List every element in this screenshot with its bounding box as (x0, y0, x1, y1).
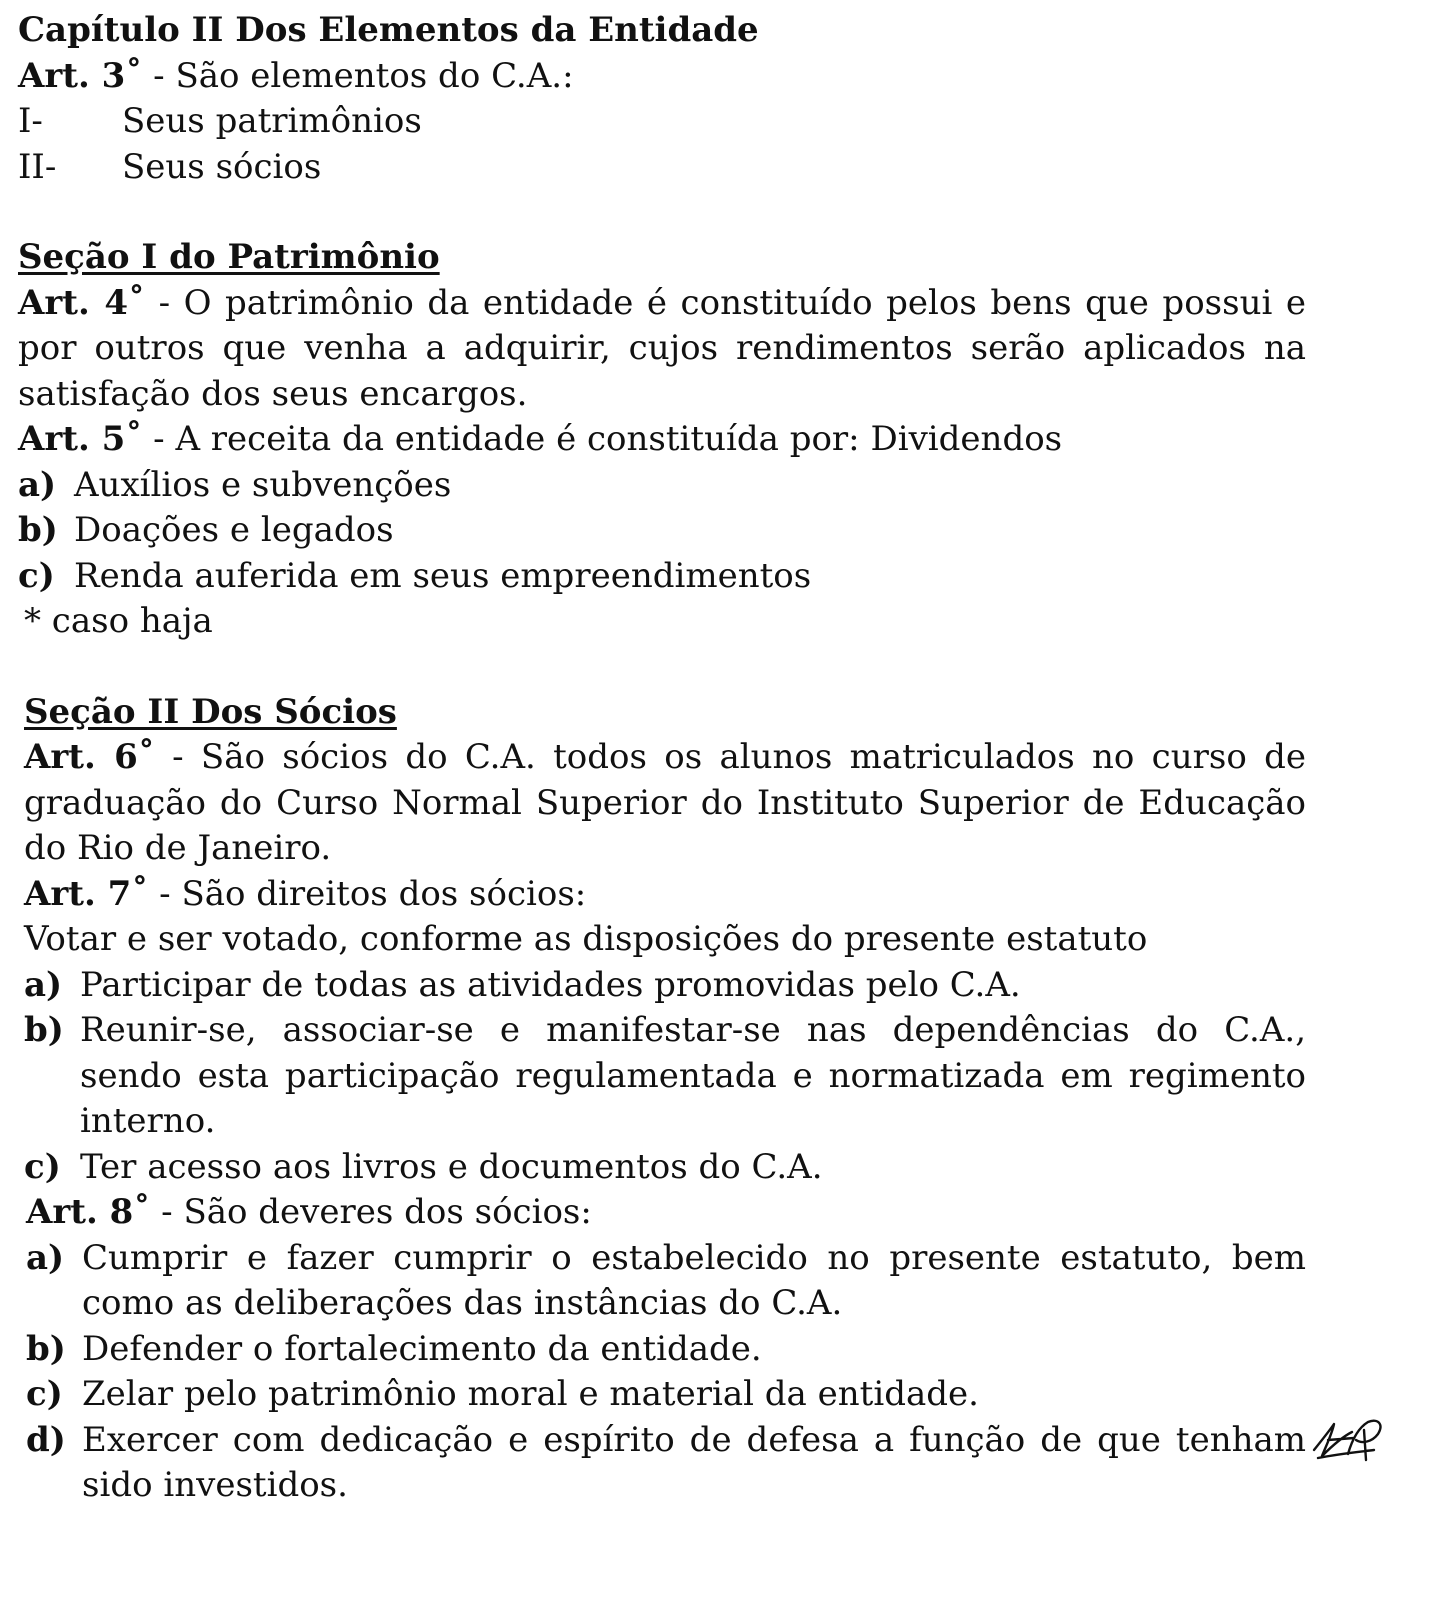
art7-item-c-label: c) (24, 1146, 61, 1187)
art8-item-d-label: d) (26, 1419, 66, 1460)
art5-item-b-label: b) (18, 510, 58, 550)
art8-item-b-text: Defender o fortalecimento da entidade. (82, 1328, 762, 1369)
art3-label: Art. 3˚ (18, 55, 143, 96)
initials-signature-icon (1308, 1410, 1392, 1470)
art3-line (18, 54, 1306, 100)
art4-text: - O patrimônio da entidade é constituído pelos bens que possui e por outros que venha a adquirir, cujos rendimentos serão aplicados na satisfação dos seus encargos. (18, 282, 1306, 414)
art7-text: - São direitos dos sócios: (148, 873, 587, 914)
art4-label: Art. 4˚ (18, 282, 146, 323)
art3-item-1 (18, 99, 1306, 145)
art8-label: Art. 8˚ (26, 1192, 151, 1232)
art7-item-b-label: b) (24, 1010, 64, 1050)
art5-item-a-label: a) (18, 464, 57, 505)
art6-paragraph (18, 735, 1306, 872)
art8-item-c-label: c) (26, 1374, 63, 1414)
art8-item-d (18, 1418, 1306, 1509)
art3-item-2-text: Seus sócios (122, 146, 322, 187)
art4-paragraph (18, 281, 1306, 418)
art5-line (18, 417, 1306, 463)
art8-item-c (18, 1372, 1306, 1418)
art8-item-a-label: a) (26, 1237, 65, 1278)
statute-page (18, 8, 1306, 1509)
art7-item-b-text: Reunir-se, associar-se e manifestar-se nas dependências do C.A., sendo esta participação regulamentada e normatizada em regimento interno. (80, 1010, 1306, 1141)
art7-line (18, 872, 1306, 918)
section2-title: Seção II Dos Sócios (24, 691, 397, 732)
art7-intro: Votar e ser votado, conforme as disposições do presente estatuto (24, 919, 1148, 959)
art5-item-a-text: Auxílios e subvenções (74, 464, 452, 505)
art7-item-a (18, 963, 1306, 1009)
art5-item-b-text: Doações e legados (74, 510, 394, 550)
art3-item-1-text: Seus patrimônios (122, 101, 422, 141)
art6-text: - São sócios do C.A. todos os alunos matriculados no curso de graduação do Curso Normal Superior do Instituto Superior de Educação do Rio de Janeiro. (24, 737, 1306, 868)
section1-title: Seção I do Patrimônio (18, 237, 440, 277)
art7-item-a-text: Participar de todas as atividades promovidas pelo C.A. (80, 964, 1021, 1005)
art6-label: Art. 6˚ (24, 737, 155, 777)
art5-label: Art. 5˚ (18, 419, 143, 459)
art5-note: * caso haja (24, 601, 213, 641)
art8-line (18, 1190, 1306, 1236)
art5-item-c-label: c) (18, 555, 55, 596)
art5-item-c-text: Renda auferida em seus empreendimentos (74, 555, 812, 596)
art7-item-a-label: a) (24, 964, 63, 1005)
art3-text: - São elementos do C.A.: (142, 55, 574, 96)
art8-item-a (18, 1236, 1306, 1327)
art5-item-b (18, 508, 1306, 554)
art7-label: Art. 7˚ (24, 873, 149, 914)
art8-item-c-text: Zelar pelo patrimônio moral e material da entidade. (82, 1374, 979, 1414)
chapter-title: Capítulo II Dos Elementos da Entidade (18, 10, 759, 50)
art7-item-b (18, 1008, 1306, 1145)
art3-item-2 (18, 145, 1306, 191)
art5-item-c (18, 554, 1306, 600)
art5-item-a (18, 463, 1306, 509)
art8-item-d-text: Exercer com dedicação e espírito de defesa a função de que tenham sido investidos. (82, 1419, 1306, 1505)
art3-item-2-num: II- (18, 146, 57, 187)
art8-item-b-label: b) (26, 1328, 66, 1369)
art7-item-c (18, 1145, 1306, 1191)
art8-text: - São deveres dos sócios: (150, 1192, 592, 1232)
art3-item-1-num: I- (18, 101, 43, 141)
art5-text: - A receita da entidade é constituída por: Dividendos (142, 419, 1063, 459)
art8-item-a-text: Cumprir e fazer cumprir o estabelecido no presente estatuto, bem como as deliberações das instâncias do C.A. (82, 1237, 1306, 1323)
art7-item-c-text: Ter acesso aos livros e documentos do C.A. (80, 1146, 823, 1187)
art8-item-b (18, 1327, 1306, 1373)
